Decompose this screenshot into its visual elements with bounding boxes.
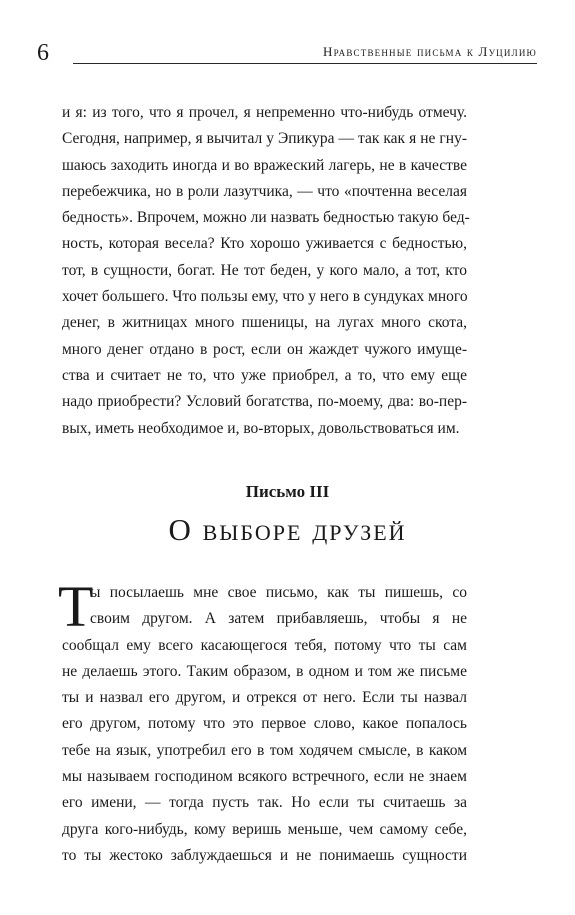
text-line: тебе на язык, употребил его в том ходячем смысле, в каком <box>62 741 467 759</box>
text-line: Сегодня, например, я вычитал у Эпикура — так как я не гну- <box>62 130 467 148</box>
page-number: 6 <box>37 40 50 66</box>
text-line: мы называем господином всякого встречного, если не знаем <box>62 768 467 786</box>
text-line: его другом, потому что это первое слово, какое попалось <box>62 715 467 733</box>
text-line: хочет большего. Что пользы ему, что у него в сундуках много <box>62 288 468 306</box>
text-line: вых, иметь необходимое и, во-вторых, довольствоваться им. <box>62 419 460 437</box>
text-line: то ты жестоко заблуждаешься и не понимаешь сущности <box>62 846 467 864</box>
paragraph-continued <box>62 100 470 442</box>
paragraph-letter-start <box>62 580 467 869</box>
text-line: ы посылаешь мне свое письмо, как ты пишешь, со <box>90 584 467 601</box>
drop-cap: Т <box>58 574 94 639</box>
text-line: шаюсь заходить иногда и во вражеский лагерь, не в качестве <box>62 156 467 174</box>
text-line: своим другом. А затем прибавляешь, чтобы я не <box>90 610 467 628</box>
letter-number-heading: Письмо III <box>245 482 330 501</box>
text-line: его имени, — тогда пусть так. Но если ты считаешь за <box>62 794 467 812</box>
text-line: перебежчика, но в роли лазутчика, — что «почтенна веселая <box>62 182 467 200</box>
letter-title-heading: О выборе друзей <box>168 512 407 547</box>
text-line: ность, которая весела? Кто хорошо уживается с бедностью, <box>62 235 467 253</box>
text-line: ты и назвал его другом, и отрекся от него. Если ты назвал <box>62 689 467 707</box>
text-line: много денег отдано в рост, если он жаждет чужого имуще- <box>62 340 467 358</box>
text-line: сообщал ему всего касающегося тебя, потому что ты сам <box>62 636 467 654</box>
text-line: не делаешь этого. Таким образом, в одном и том же письме <box>62 662 467 680</box>
text-line: денег, в житницах много пшеницы, на лугах много скота, <box>62 314 467 332</box>
page-header <box>37 38 537 68</box>
text-line: и я: из того, что я прочел, я непременно что-нибудь отмечу. <box>62 104 467 121</box>
text-line: бедность». Впрочем, можно ли назвать бедностью такую бед- <box>62 209 470 227</box>
header-rule <box>73 63 537 64</box>
text-line: надо приобрести? Условий богатства, по-моему, два: во-пер- <box>62 393 467 411</box>
text-line: ства и считает не то, что уже приобрел, а то, что ему еще <box>62 366 467 384</box>
text-line: тот, в сущности, богат. Не тот беден, у кого мало, а тот, кто <box>62 261 467 279</box>
text-line: друга кого-нибудь, кому веришь меньше, чем самому себе, <box>62 820 467 838</box>
running-title: Нравственные письма к Луцилию <box>323 44 537 59</box>
